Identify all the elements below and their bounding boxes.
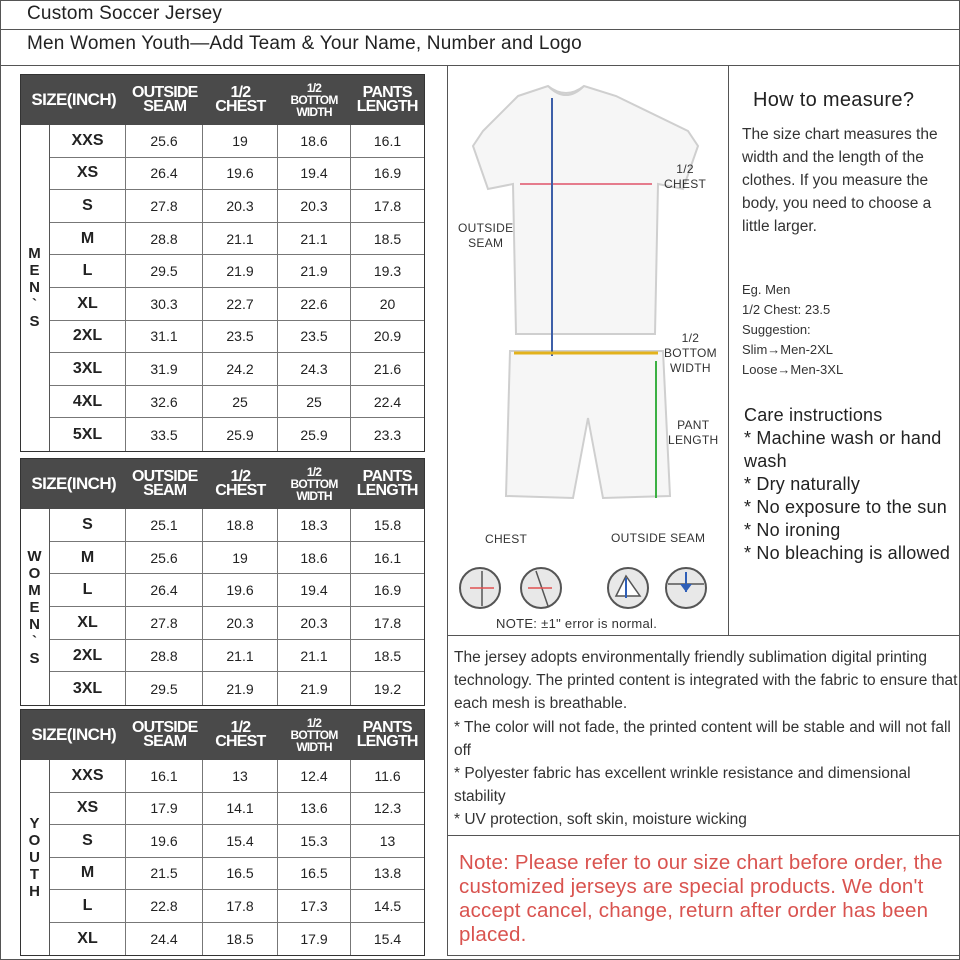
seam-label: OUTSIDE SEAM xyxy=(458,221,514,250)
table-row xyxy=(50,321,424,354)
care-line: * No bleaching is allowed xyxy=(744,543,951,563)
table-cell: 30.3 xyxy=(126,288,203,320)
column-header: SIZE(INCH) xyxy=(31,90,117,109)
table-cell: 21.1 xyxy=(278,223,351,255)
table-cell: 19.4 xyxy=(278,158,351,190)
measurement-diagram-panel xyxy=(447,66,729,636)
table-cell: 15.3 xyxy=(278,825,351,857)
care-line: * No exposure to the sun xyxy=(744,497,947,517)
care-line: Care instructions xyxy=(744,405,883,425)
table-cell: S xyxy=(50,825,126,857)
table-cell: 19 xyxy=(203,542,278,574)
care-line: * No ironing xyxy=(744,520,841,540)
table-cell: 16.5 xyxy=(203,858,278,890)
info-line: * Polyester fabric has excellent wrinkle resistance and dimensional stability xyxy=(454,765,911,806)
table-cell: 14.5 xyxy=(373,897,402,914)
table-cell: 25.6 xyxy=(126,542,203,574)
table-cell: 3XL xyxy=(50,672,126,705)
table-cell: 21.5 xyxy=(126,858,203,890)
table-cell: 23.5 xyxy=(278,321,351,353)
column-header: PANTS LENGTH xyxy=(356,719,418,750)
how-to-measure-desc: The size chart measures the width and the length of the clothes. If you measure the body, you need to choose a little larger. xyxy=(742,126,938,235)
table-cell: L xyxy=(50,890,126,922)
table-cell: 15.4 xyxy=(203,825,278,857)
table-cell: 19.6 xyxy=(203,158,278,190)
table-cell: 26.4 xyxy=(126,158,203,190)
example-line: Slim→Men-2XL xyxy=(742,342,834,357)
table-cell: 16.9 xyxy=(373,165,402,182)
example-line: Eg. Men xyxy=(742,282,791,297)
table-cell: 17.8 xyxy=(203,890,278,922)
table-cell: 16.1 xyxy=(373,549,402,566)
table-cell: 17.9 xyxy=(278,923,351,956)
youth-size-table xyxy=(20,709,425,956)
table-cell: 18.5 xyxy=(373,230,402,247)
table-cell: 15.4 xyxy=(373,930,402,947)
header xyxy=(1,1,959,66)
table-cell: 21.1 xyxy=(278,640,351,672)
table-cell: M xyxy=(50,542,126,574)
table-cell: 11.6 xyxy=(374,767,401,784)
info-line: * UV protection, soft skin, moisture wicking xyxy=(454,811,747,829)
table-header xyxy=(21,710,424,760)
table-header xyxy=(21,75,424,125)
group-label: Y O U T H xyxy=(21,760,50,955)
table-cell: 21.6 xyxy=(373,360,402,377)
table-cell: 20.3 xyxy=(278,190,351,222)
table-cell: 25 xyxy=(203,386,278,418)
table-cell: XL xyxy=(50,288,126,320)
table-cell: 14.1 xyxy=(203,793,278,825)
table-cell: 21.9 xyxy=(278,255,351,287)
table-row xyxy=(50,255,424,288)
table-cell: L xyxy=(50,255,126,287)
table-cell: 2XL xyxy=(50,321,126,353)
table-cell: XL xyxy=(50,923,126,956)
table-cell: 21.9 xyxy=(203,255,278,287)
how-to-measure-title: How to measure? xyxy=(753,89,915,111)
chest-label: 1/2 CHEST xyxy=(664,162,707,191)
table-cell: 20.9 xyxy=(373,328,402,345)
example-line: 1/2 Chest: 23.5 xyxy=(742,302,831,317)
column-header: 1/2 CHEST xyxy=(215,84,266,115)
measure-icon-chest-1 xyxy=(460,568,500,608)
table-cell: 21.1 xyxy=(203,640,278,672)
table-cell: 22.8 xyxy=(126,890,203,922)
table-row xyxy=(50,890,424,923)
table-cell: 13.8 xyxy=(373,865,402,882)
table-cell: 22.4 xyxy=(373,393,402,410)
table-cell: 24.2 xyxy=(203,353,278,385)
table-cell: 13 xyxy=(203,760,278,792)
table-cell: 19.3 xyxy=(373,263,402,280)
table-row xyxy=(50,509,424,542)
table-cell: M xyxy=(50,858,126,890)
womens-size-table xyxy=(20,458,425,706)
table-cell: 28.8 xyxy=(126,640,203,672)
table-cell: 19.4 xyxy=(278,574,351,606)
table-cell: 20 xyxy=(379,295,396,312)
mens-size-table xyxy=(20,74,425,452)
table-cell: 25.6 xyxy=(126,125,203,157)
table-row xyxy=(50,158,424,191)
fabric-info-text xyxy=(454,646,959,832)
table-cell: 13.6 xyxy=(278,793,351,825)
table-cell: XS xyxy=(50,793,126,825)
table-cell: XS xyxy=(50,158,126,190)
group-label: M E N ` S xyxy=(21,125,50,451)
column-header: OUTSIDE SEAM xyxy=(132,719,198,750)
care-line: * Dry naturally xyxy=(744,474,861,494)
table-cell: 19.6 xyxy=(203,574,278,606)
error-note: NOTE: ±1" error is normal. xyxy=(496,616,658,631)
table-cell: 22.6 xyxy=(278,288,351,320)
table-cell: 18.3 xyxy=(278,509,351,541)
table-cell: 29.5 xyxy=(126,255,203,287)
table-cell: 23.5 xyxy=(203,321,278,353)
page-subtitle: Men Women Youth—Add Team & Your Name, Number and Logo xyxy=(27,33,582,54)
table-cell: M xyxy=(50,223,126,255)
table-cell: 19.2 xyxy=(373,680,402,697)
column-header: PANTS LENGTH xyxy=(356,84,418,115)
table-cell: 20.3 xyxy=(278,607,351,639)
table-row xyxy=(50,353,424,386)
column-header: 1/2 CHEST xyxy=(215,468,266,499)
table-header xyxy=(21,459,424,509)
table-cell: 12.3 xyxy=(373,800,402,817)
table-cell: 21.9 xyxy=(278,672,351,705)
table-cell: 17.9 xyxy=(126,793,203,825)
table-cell: 4XL xyxy=(50,386,126,418)
example-block xyxy=(742,280,952,380)
table-cell: 29.5 xyxy=(126,672,203,705)
table-cell: 25.1 xyxy=(126,509,203,541)
table-cell: 32.6 xyxy=(126,386,203,418)
table-cell: 20.3 xyxy=(203,607,278,639)
care-instructions xyxy=(744,404,956,565)
shorts-shape xyxy=(506,351,670,498)
column-header: 1/2 BOTTOM WIDTH xyxy=(290,716,338,754)
table-row xyxy=(50,223,424,256)
column-header: OUTSIDE SEAM xyxy=(132,468,198,499)
table-row xyxy=(50,825,424,858)
table-cell: 21.1 xyxy=(203,223,278,255)
measure-icon-seam-2 xyxy=(666,568,706,608)
table-cell: 18.5 xyxy=(373,647,402,664)
table-row xyxy=(50,760,424,793)
table-row xyxy=(50,386,424,419)
table-cell: 16.5 xyxy=(278,858,351,890)
table-cell: 33.5 xyxy=(126,418,203,451)
table-cell: 27.8 xyxy=(126,190,203,222)
page-title: Custom Soccer Jersey xyxy=(27,3,223,24)
caption-seam: OUTSIDE SEAM xyxy=(611,531,706,545)
table-cell: 17.8 xyxy=(373,614,402,631)
table-cell: 16.9 xyxy=(373,582,402,599)
table-cell: 12.4 xyxy=(278,760,351,792)
table-row xyxy=(50,858,424,891)
table-cell: 22.7 xyxy=(203,288,278,320)
table-cell: 2XL xyxy=(50,640,126,672)
column-header: OUTSIDE SEAM xyxy=(132,84,198,115)
column-header: 1/2 BOTTOM WIDTH xyxy=(290,465,338,503)
table-cell: 20.3 xyxy=(203,190,278,222)
measure-icon-seam-1 xyxy=(608,568,648,608)
table-cell: 24.3 xyxy=(278,353,351,385)
table-row xyxy=(50,793,424,826)
table-cell: 18.6 xyxy=(278,542,351,574)
table-cell: S xyxy=(50,509,126,541)
table-row xyxy=(50,672,424,705)
info-line: The jersey adopts environmentally friendly sublimation digital printing technology. The printed content is integrated with the fabric to ensure that each mesh is breathable. xyxy=(454,649,958,713)
table-cell: 13 xyxy=(379,832,396,849)
table-cell: 25.9 xyxy=(203,418,278,451)
jersey-shape xyxy=(473,86,698,334)
column-header: SIZE(INCH) xyxy=(31,474,117,493)
table-cell: 27.8 xyxy=(126,607,203,639)
table-cell: 17.3 xyxy=(278,890,351,922)
table-cell: 5XL xyxy=(50,418,126,451)
table-cell: 3XL xyxy=(50,353,126,385)
example-line: Loose→Men-3XL xyxy=(742,362,844,377)
table-cell: XXS xyxy=(50,125,126,157)
table-cell: 16.1 xyxy=(373,132,402,149)
table-row xyxy=(50,418,424,451)
table-row xyxy=(50,288,424,321)
table-cell: 26.4 xyxy=(126,574,203,606)
example-line: Suggestion: xyxy=(742,322,811,337)
table-cell: 15.8 xyxy=(373,516,402,533)
table-row xyxy=(50,607,424,640)
table-row xyxy=(50,574,424,607)
table-cell: 31.9 xyxy=(126,353,203,385)
table-cell: 25 xyxy=(278,386,351,418)
table-cell: 31.1 xyxy=(126,321,203,353)
table-cell: XL xyxy=(50,607,126,639)
table-cell: 16.1 xyxy=(126,760,203,792)
column-header: PANTS LENGTH xyxy=(356,468,418,499)
table-cell: XXS xyxy=(50,760,126,792)
table-cell: 19 xyxy=(203,125,278,157)
table-cell: 18.8 xyxy=(203,509,278,541)
table-cell: 24.4 xyxy=(126,923,203,956)
table-cell: 17.8 xyxy=(373,197,402,214)
measure-icon-chest-2 xyxy=(521,568,561,608)
order-note-text: Note: Please refer to our size chart before order, the customized jerseys are special products. We don't accept cancel, change, return after order has been placed. xyxy=(459,851,943,946)
group-label: W O M E N ` S xyxy=(21,509,50,705)
table-cell: L xyxy=(50,574,126,606)
header-divider xyxy=(1,29,959,30)
table-cell: 19.6 xyxy=(126,825,203,857)
table-cell: 23.3 xyxy=(373,426,402,443)
table-cell: 25.9 xyxy=(278,418,351,451)
table-row xyxy=(50,190,424,223)
table-row xyxy=(50,125,424,158)
bottom-label: 1/2 BOTTOM WIDTH xyxy=(664,331,717,375)
column-header: SIZE(INCH) xyxy=(31,725,117,744)
column-header: 1/2 CHEST xyxy=(215,719,266,750)
table-cell: 18.5 xyxy=(203,923,278,956)
caption-chest: CHEST xyxy=(485,532,528,546)
table-row xyxy=(50,640,424,673)
table-cell: 28.8 xyxy=(126,223,203,255)
info-line: * The color will not fade, the printed content will be stable and will not fall off xyxy=(454,718,951,759)
column-header: 1/2 BOTTOM WIDTH xyxy=(290,81,338,119)
table-cell: 21.9 xyxy=(203,672,278,705)
table-row xyxy=(50,542,424,575)
table-row xyxy=(50,923,424,956)
table-cell: 18.6 xyxy=(278,125,351,157)
pant-label: PANT LENGTH xyxy=(668,418,719,447)
care-line: * Machine wash or hand wash xyxy=(744,428,942,471)
table-cell: S xyxy=(50,190,126,222)
